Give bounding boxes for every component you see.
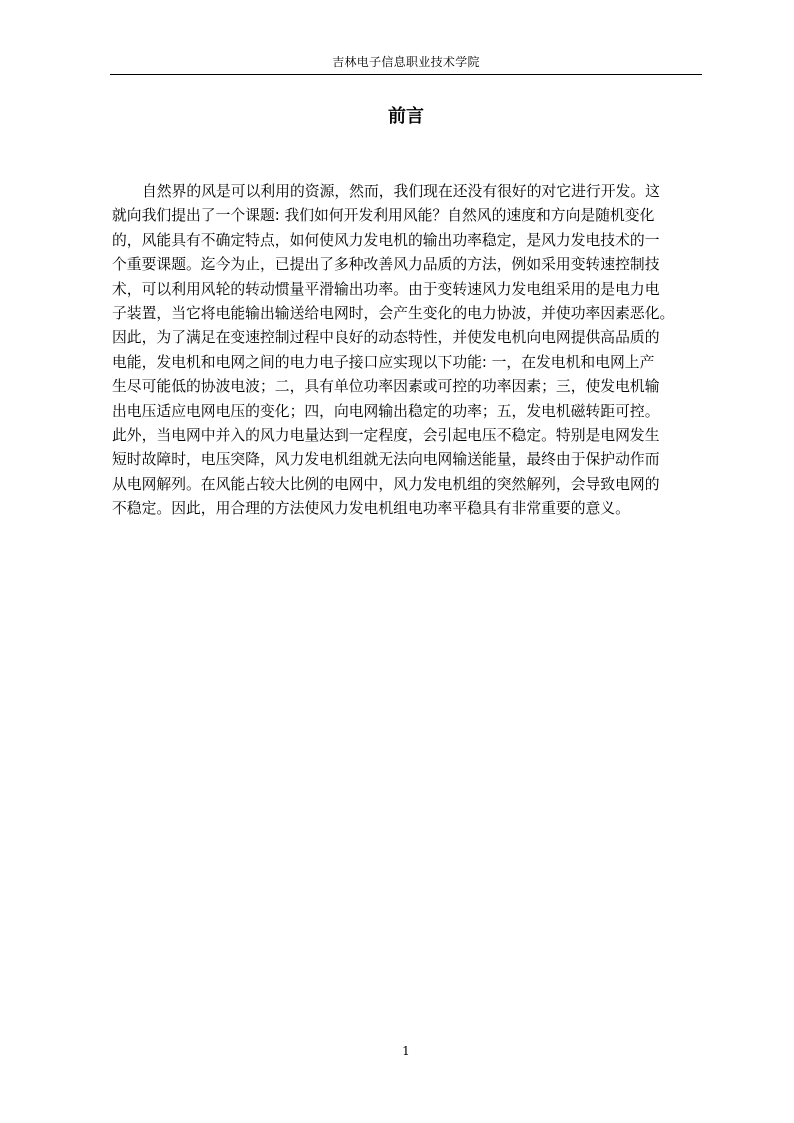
page-title: 前言	[388, 106, 424, 127]
paragraph-line: 就向我们提出了一个课题: 我们如何开发利用风能？自然风的速度和方向是随机变化	[112, 207, 655, 225]
page-number: 1	[402, 1044, 410, 1058]
paragraph-line: 的，风能具有不确定特点，如何使风力发电机的输出功率稳定，是风力发电技术的一	[112, 231, 660, 249]
paragraph-line: 自然界的风是可以利用的资源，然而，我们现在还没有很好的对它进行开发。这	[142, 183, 660, 200]
paragraph-line: 不稳定。因此，用合理的方法使风力发电机组电功率平稳具有非常重要的意义。	[112, 500, 630, 518]
paragraph-line: 短时故障时，电压突降，风力发电机组就无法向电网输送能量，最终由于保护动作而	[112, 451, 660, 469]
institution-name: 吉林电子信息职业技术学院	[332, 55, 480, 69]
paragraph-line: 出电压适应电网电压的变化；四，向电网输出稳定的功率；五，发电机磁转距可控。	[112, 402, 660, 420]
running-header	[110, 54, 702, 75]
paragraph-line: 电能，发电机和电网之间的电力电子接口应实现以下功能: 一，在发电机和电网上产	[112, 353, 655, 371]
paragraph-line: 个重要课题。迄今为止，已提出了多种改善风力品质的方法，例如采用变转速控制技	[112, 256, 660, 274]
paragraph-line: 生尽可能低的协波电波；二，具有单位功率因素或可控的功率因素；三，使发电机输	[112, 378, 660, 396]
paragraph-line: 从电网解列。在风能占较大比例的电网中，风力发电机组的突然解列，会导致电网的	[112, 475, 660, 493]
paragraph-line: 此外，当电网中并入的风力电量达到一定程度，会引起电压不稳定。特别是电网发生	[112, 426, 660, 444]
paragraph-line: 因此，为了满足在变速控制过程中良好的动态特性，并使发电机向电网提供高品质的	[112, 329, 660, 347]
paragraph-line: 子装置，当它将电能输出输送给电网时，会产生变化的电力协波，并使功率因素恶化。	[112, 304, 675, 322]
paragraph-line: 术，可以利用风轮的转动惯量平滑输出功率。由于变转速风力发电组采用的是电力电	[112, 280, 660, 298]
body-paragraph	[112, 180, 701, 521]
